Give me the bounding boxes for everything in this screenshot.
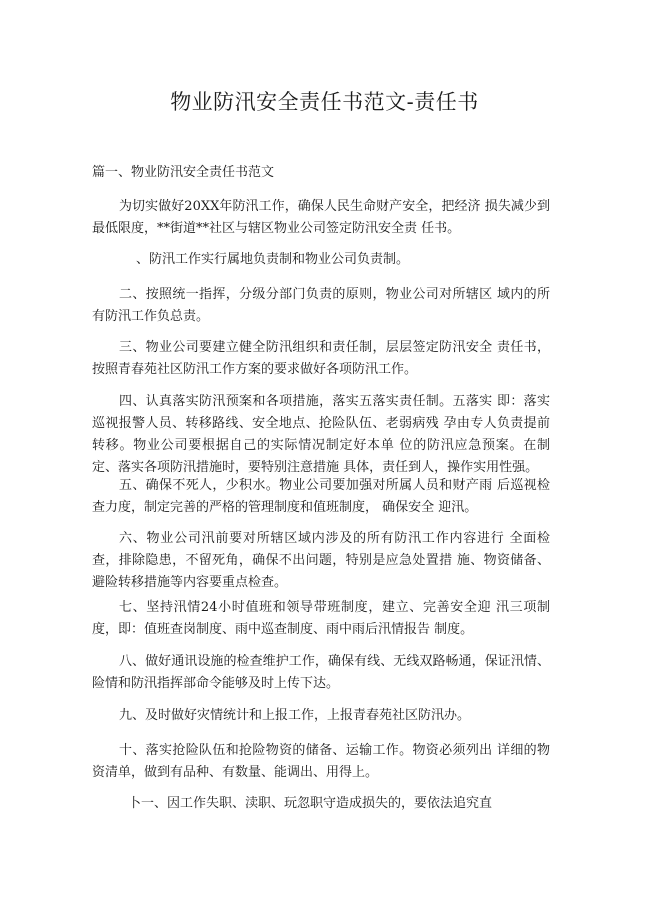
section-heading: 篇一、物业防汛安全责任书范文 <box>92 165 275 180</box>
paragraph-item-7: 七、坚持汛情24小时值班和领导带班制度，建立、完善安全迎 汛三项制度，即：值班查岗制度、雨中巡查制度、雨中雨后汛情报告 制度。 <box>92 600 550 637</box>
paragraph-item-10: 十、落实抢险队伍和抢险物资的储备、运输工作。物资必须列出 详细的物资清单，做到有品种、有数量、能调出、用得上。 <box>92 743 550 780</box>
document-title: 物业防汛安全责任书范文-责任书 <box>170 90 479 114</box>
paragraph-item-4: 四、认真落实防汛预案和各项措施，落实五落实责任制。五落实 即：落实巡视报警人员、转移路线、安全地点、抢险队伍、老弱病残 孕由专人负责提前转移。物业公司要根据自己的实际情况制定好本单 位的防汛应急预案。在制定、落实各项防汛措施时，要特别注意措施 具体，责任到人，操作实用性强。 <box>92 394 550 475</box>
paragraph-item-2: 二、按照统一指挥，分级分部门负责的原则，物业公司对所辖区 域内的所有防汛工作负总责。 <box>92 287 550 324</box>
paragraph-item-1: 、防汛工作实行属地负责制和物业公司负责制。 <box>136 252 410 267</box>
paragraph-item-11: 卜一、因工作失职、渎职、玩忽职守造成损失的，要依法追究直 <box>128 796 493 811</box>
paragraph-item-5: 五、确保不死人，少积水。物业公司要加强对所属人员和财产雨 后巡视检查力度，制定完善的严格的管理制度和值班制度， 确保安全 迎汛。 <box>92 478 550 515</box>
paragraph-item-6: 六、物业公司汛前要对所辖区域内涉及的所有防汛工作内容进行 全面检查，排除隐患，不留死角，确保不出问题，特别是应急处置措 施、物资储备、避险转移措施等内容要重点检查。 <box>92 531 550 590</box>
paragraph-item-9: 九、及时做好灾情统计和上报工作，上报青春苑社区防汛办。 <box>119 708 471 723</box>
paragraph-item-3: 三、物业公司要建立健全防汛组织和责任制，层层签定防汛安全 责任书，按照青春苑社区防汛工作方案的要求做好各项防汛工作。 <box>92 340 550 377</box>
paragraph-item-8: 八、做好通讯设施的检查维护工作，确保有线、无线双路畅通，保证汛情、险情和防汛指挥部命令能够及时上传下达。 <box>92 654 550 691</box>
paragraph-intro: 为切实做好20XX年防汛工作，确保人民生命财产安全，把经济 损失减少到最低限度，**街道**社区与辖区物业公司签定防汛安全责 任书。 <box>92 199 550 236</box>
